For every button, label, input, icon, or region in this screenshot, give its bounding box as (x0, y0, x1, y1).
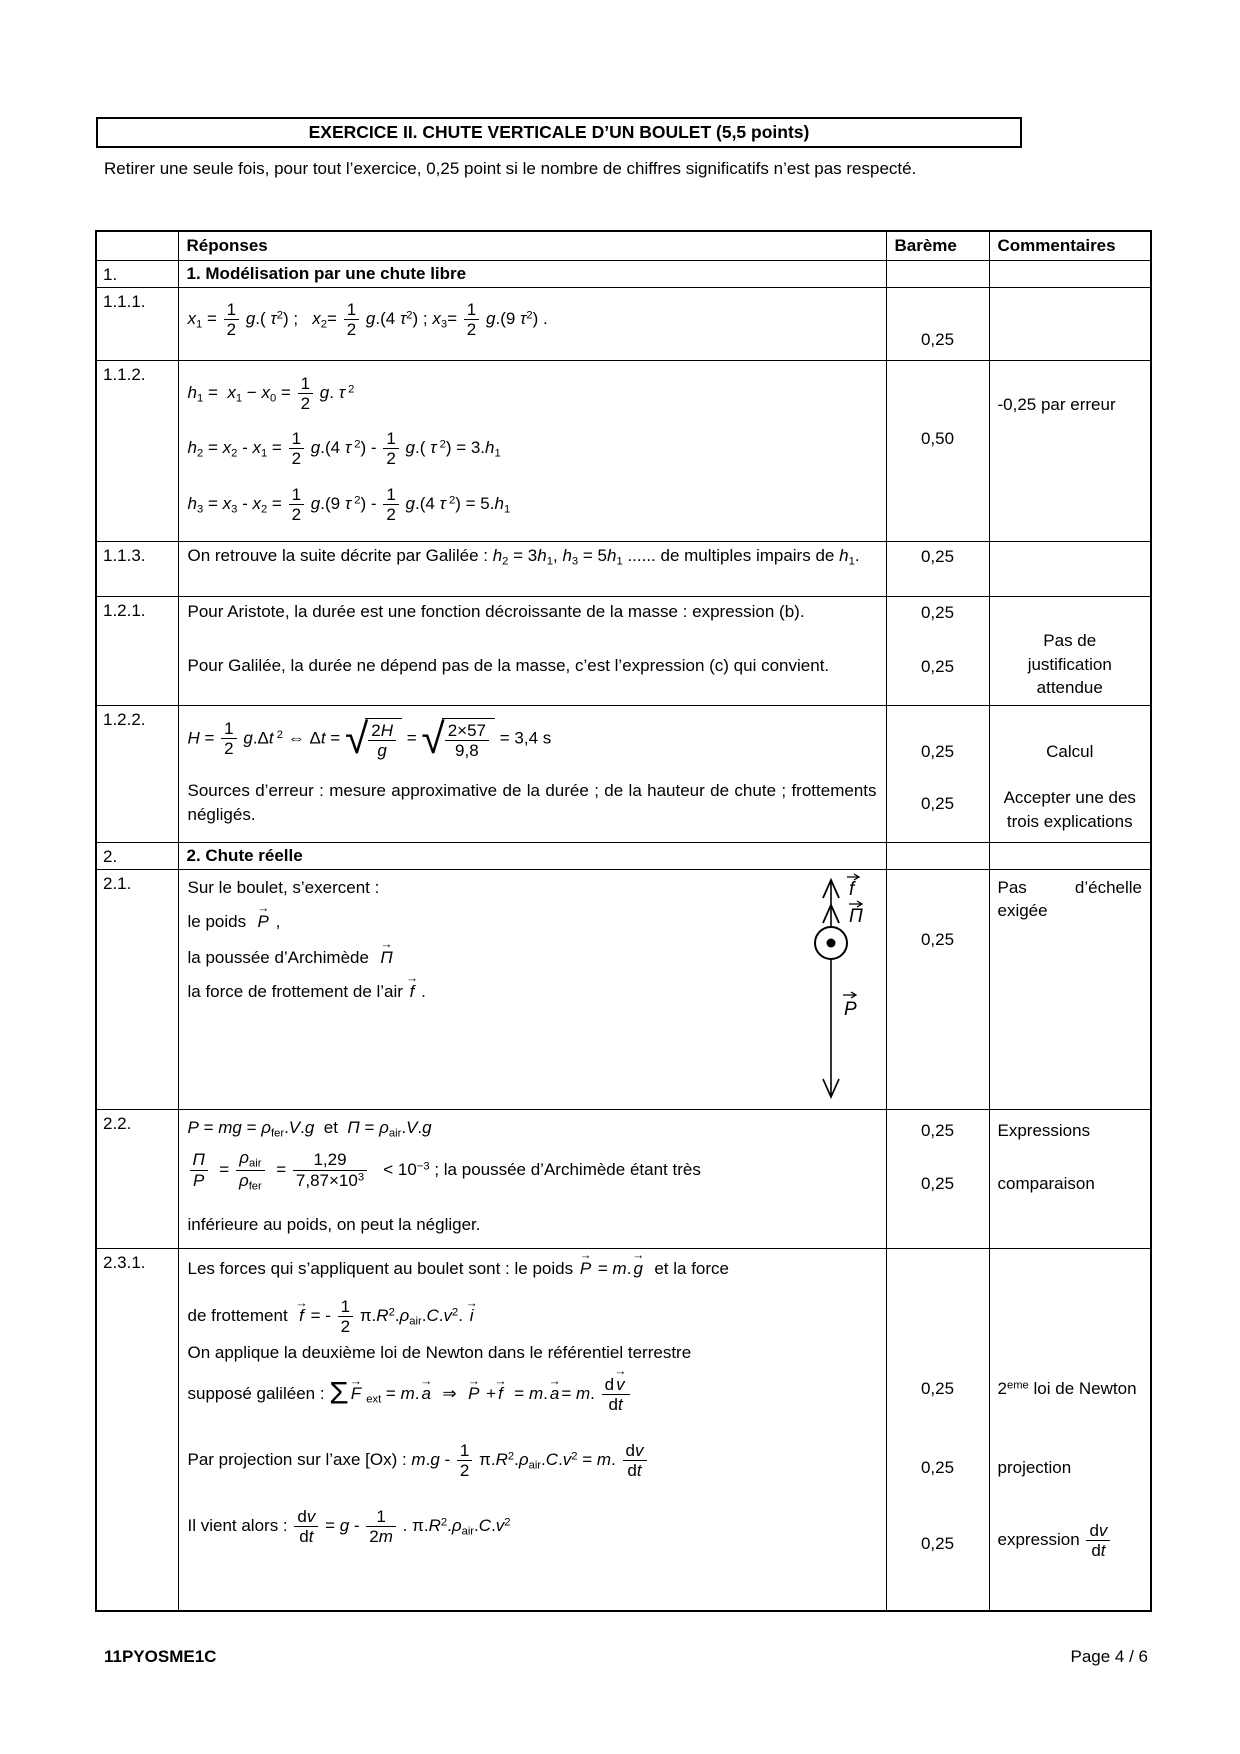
comment-cell (989, 261, 1151, 288)
answer-text: Sur le boulet, s’exercent : (187, 877, 380, 897)
reponses-cell (178, 869, 886, 1109)
row-num: 1.1.3. (96, 541, 178, 596)
comment-cell (989, 869, 1151, 1109)
formula: supposé galiléen : Σ → F $_{ext}$ = m. → a ⇒ → P + → f = m. → a = m. $\frac{d \to v}{dt}$ (188, 1375, 877, 1414)
row-num: 2.1. (96, 869, 178, 1109)
answer-text: le poids → P , (188, 910, 877, 934)
vector-label-p: P (843, 998, 857, 1020)
bareme-cell (886, 705, 989, 842)
comment-cell (989, 842, 1151, 869)
comment-cell (989, 705, 1151, 842)
bareme-cell (886, 541, 989, 596)
table-row (96, 1109, 1151, 1248)
bareme-value: 0,25 (920, 1173, 955, 1193)
comment-text: Pas d’échelle exigée (997, 877, 1142, 921)
row-num: 1.1.1. (96, 287, 178, 360)
comment-cell (989, 1248, 1151, 1611)
comment-text: comparaison (997, 1173, 1095, 1193)
table-row (96, 541, 1151, 596)
bareme-value: 0,25 (920, 546, 955, 566)
answer-text: Pour Galilée, la durée ne dépend pas de la masse, c’est l’expression (c) qui convient. (187, 655, 830, 675)
answer-table (95, 230, 1152, 1612)
reponses-cell (178, 596, 886, 705)
comment-text: Calcul (1046, 741, 1094, 761)
vector-label-pi: Π (848, 905, 863, 927)
comment-cell (989, 287, 1151, 360)
exercise-title-box (96, 117, 1022, 148)
bareme-cell (886, 842, 989, 869)
comment-cell (989, 360, 1151, 541)
vector-label-f: f (848, 878, 854, 900)
page-footer (104, 1645, 1148, 1669)
row-num: 1. (96, 261, 178, 288)
reponses-cell (178, 705, 886, 842)
reponses-cell (178, 1248, 886, 1611)
formula: P = mg = $\rho_{fer}.V.g$ et $\Pi = \rho_{air}.V.g$ (187, 1117, 432, 1139)
comment-text: -0,25 par erreur (997, 394, 1116, 414)
intro-note: Retirer une seule fois, pour tout l’exercice, 0,25 point si le nombre de chiffres significatifs n’est pas respecté. (104, 159, 917, 178)
bareme-value: 0,25 (920, 1533, 955, 1553)
formula: Par projection sur l’axe [Ox) : m.g - $\frac{1}{2}$ $\pi.R^2.\rho_{air}.C.v^2 = m$. $\frac{dv}{dt}$ (188, 1441, 877, 1480)
table-row (96, 360, 1151, 541)
bareme-cell (886, 1248, 989, 1611)
bareme-cell (886, 360, 989, 541)
bareme-value: 0,50 (920, 428, 955, 448)
table-header-row (96, 231, 1151, 261)
bareme-value: 0,25 (920, 1120, 955, 1140)
formula: H = $\frac{1}{2}$ g.Δt $^2$ ⇔ Δt = √ $\frac{2H}{g}$ = √ $\frac{2\times 57}{9,8}$ = 3,4 s (187, 715, 552, 763)
formula: $h_3 = x_3 - x_2$ = $\frac{1}{2}$ g.(9 τ $^2$) - $\frac{1}{2}$ g.(4 τ $^2) = 5.h_1$ (187, 484, 511, 524)
bareme-cell (886, 261, 989, 288)
reponses-cell (178, 1109, 886, 1248)
answer-text: Sources d’erreur : mesure approximative de la durée ; de la hauteur de chute ; frottements négligés. (187, 780, 877, 824)
comment-text: Expressions (997, 1120, 1091, 1140)
comment-cell (989, 541, 1151, 596)
formula: $x_1$ = $\frac{1}{2}$ g.( $\tau^2$) ; $x_2=$ $\frac{1}{2}$ g.(4 $\tau^2$) ; $x_3=$ $\frac{1}{2}$ g.(9 $\tau^2$) . (187, 299, 548, 339)
comment-cell (989, 596, 1151, 705)
reponses-cell (178, 287, 886, 360)
comment-text: projection (997, 1457, 1072, 1477)
footer-document-code: 11PYOSME1C (104, 1647, 217, 1666)
bareme-cell (886, 287, 989, 360)
bareme-value: 0,25 (920, 1378, 955, 1398)
header-num (96, 231, 178, 261)
row-num: 1.1.2. (96, 360, 178, 541)
row-num: 1.2.2. (96, 705, 178, 842)
row-num: 2. (96, 842, 178, 869)
reponses-cell (178, 541, 886, 596)
header-bareme: Barème (886, 231, 989, 261)
table-row (96, 287, 1151, 360)
bareme-value: 0,25 (920, 656, 955, 676)
comment-text: Pas de justification attendue (1027, 630, 1112, 698)
answer-text: Les forces qui s’appliquent au boulet sont : le poids → P = m. → g et la force (188, 1257, 877, 1281)
comment-cell (989, 1109, 1151, 1248)
bareme-value: 0,25 (920, 329, 955, 349)
bareme-value: 0,25 (920, 741, 955, 761)
exercise-title: EXERCICE II. CHUTE VERTICALE D’UN BOULET (5,5 points) (308, 122, 810, 143)
bareme-cell (886, 1109, 989, 1248)
bareme-value: 0,25 (920, 1457, 955, 1477)
bareme-value: 0,25 (920, 929, 955, 949)
bareme-cell (886, 869, 989, 1109)
comment-text: expression $\frac{dv}{dt}$ (998, 1521, 1143, 1560)
header-reponses: Réponses (178, 231, 886, 261)
table-row (96, 261, 1151, 288)
reponses-cell (178, 360, 886, 541)
table-row (96, 1248, 1151, 1611)
bareme-value: 0,25 (920, 602, 955, 622)
force-vector-diagram (775, 870, 895, 1107)
answer-text: On retrouve la suite décrite par Galilée : $h_2 = 3h_1$, $h_3 = 5h_1$ ...... de multiples impairs de $h_1$. (187, 545, 860, 568)
section-title-cell: 1. Modélisation par une chute libre (178, 261, 886, 288)
answer-text: la poussée d’Archimède → Π (188, 946, 877, 970)
formula: Il vient alors : $\frac{dv}{dt}$ = g - $\frac{1}{2m}$ . $\pi.R^2.\rho_{air}.C.v^2$ (187, 1506, 511, 1546)
answer-text: inférieure au poids, on peut la négliger. (187, 1214, 481, 1234)
bareme-value: 0,25 (920, 793, 955, 813)
formula: $\frac{\Pi}{P}$ = $\rho_{air}$ $\rho_{fer}$ = $\frac{1,29}{7,87\times 10^3}$ < $10^{-3}$ ; la poussée d’Archimède étant très (188, 1148, 877, 1193)
row-num: 2.3.1. (96, 1248, 178, 1611)
answer-text: la force de frottement de l’air → f . (188, 980, 877, 1004)
formula: $h_1 = x_1 - x_0$ = $\frac{1}{2}$ g. τ $^2$ (187, 373, 355, 413)
comment-text: Accepter une des trois explications (1003, 787, 1136, 831)
table-row (96, 596, 1151, 705)
row-num: 2.2. (96, 1109, 178, 1248)
formula: de frottement → f = - $\frac{1}{2}$ $\pi.R^2.\rho_{air}.C.v^2$. → i (188, 1297, 877, 1336)
formula: $h_2 = x_2 - x_1$ = $\frac{1}{2}$ g.(4 τ $^2$) - $\frac{1}{2}$ g.( τ $^2) = 3.h_1$ (187, 428, 501, 468)
comment-text: 2eme loi de Newton (997, 1378, 1137, 1398)
header-commentaires: Commentaires (989, 231, 1151, 261)
table-row (96, 869, 1151, 1109)
bareme-cell (886, 596, 989, 705)
answer-text: Pour Aristote, la durée est une fonction décroissante de la masse : expression (b). (187, 601, 805, 621)
table-row (96, 705, 1151, 842)
section-title-cell: 2. Chute réelle (178, 842, 886, 869)
table-row (96, 842, 1151, 869)
footer-page-number: Page 4 / 6 (1070, 1647, 1148, 1666)
row-num: 1.2.1. (96, 596, 178, 705)
answer-text: On applique la deuxième loi de Newton dans le référentiel terrestre (187, 1342, 692, 1362)
